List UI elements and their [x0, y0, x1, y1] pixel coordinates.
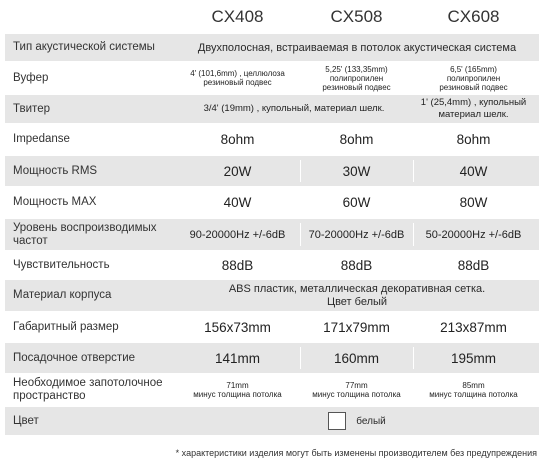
spec-row-sensitivity	[5, 250, 539, 280]
spec-label: Мощность MAX	[13, 196, 97, 208]
spec-label: Необходимое запотолочное пространство	[13, 377, 163, 402]
spec-value-cx408: 71mm минус толщина потолка	[193, 381, 282, 399]
spec-value-cx608: 213x87mm	[440, 319, 507, 335]
spec-label: Материал корпуса	[13, 289, 112, 301]
spec-value-cx608: 80W	[459, 195, 488, 210]
spec-value-cx408: 40W	[223, 195, 252, 210]
spec-label: Чувствительность	[13, 258, 110, 271]
spec-label: Габаритный размер	[13, 320, 119, 333]
spec-value-cx608: 50-20000Hz +/-6dB	[425, 228, 522, 241]
spec-value-cx408-cx508: 3/4' (19mm) , купольный, материал шелк.	[203, 103, 385, 114]
spec-value-cx408: 156x73mm	[204, 319, 271, 335]
footnote: * характеристики изделия могут быть изменены производителем без предупреждения	[175, 448, 537, 458]
model-header-cx408: CX408	[211, 7, 264, 26]
spec-value-cx508: 30W	[342, 163, 371, 179]
spec-value-cx408: 20W	[223, 163, 252, 179]
spec-value-cx508: 70-20000Hz +/-6dB	[308, 228, 405, 241]
spec-row-woofer	[5, 61, 539, 95]
spec-value-cx508: 171x79mm	[323, 319, 390, 335]
spec-label: Impedanse	[13, 133, 70, 145]
spec-value-cx608: 85mm минус толщина потолка	[429, 381, 518, 399]
spec-label: Посадочное отверстие	[13, 351, 136, 364]
spec-value-cx408: 141mm	[214, 350, 260, 366]
spec-value-cx508: 88dB	[340, 257, 373, 273]
spec-label: Вуфер	[13, 71, 49, 84]
model-header-cx608: CX608	[447, 7, 500, 26]
spec-value-cx608: 195mm	[450, 350, 496, 366]
spec-row-power-rms	[5, 156, 539, 186]
spec-value-cx508: 5,25' (133,35mm) полипропилен резиновый подвес	[322, 64, 391, 92]
spec-value-cx608: 40W	[459, 163, 488, 179]
spec-row-tweeter	[5, 95, 539, 123]
spec-value-cx608: 1' (25,4mm) , купольный материал шелк.	[420, 97, 527, 120]
spec-value-cx408: 88dB	[221, 257, 254, 273]
spec-value-cx508: 160mm	[333, 350, 379, 366]
spec-value-cx508: 77mm минус толщина потолка	[312, 381, 401, 399]
color-value-text: белый	[356, 415, 386, 427]
color-value	[175, 407, 539, 435]
model-header-cx508: CX508	[330, 7, 383, 26]
spec-row-impedance	[5, 123, 539, 156]
spec-label: Твитер	[13, 102, 50, 115]
spec-row-frequency-range	[5, 219, 539, 250]
spec-label: Цвет	[13, 414, 39, 427]
spec-row-speaker-type	[5, 34, 539, 61]
spec-row-color	[5, 407, 539, 435]
spec-row-power-max	[5, 186, 539, 219]
spec-row-dimensions	[5, 311, 539, 343]
spec-value-cx408: 8ohm	[220, 132, 255, 147]
color-swatch-white	[328, 412, 346, 430]
spec-value-cx508: 60W	[342, 195, 371, 210]
spec-value-cx608: 6,5' (165mm) полипропилен резиновый подвес	[439, 64, 508, 92]
spec-value-span: Двухполосная, встраиваемая в потолок акустическая система	[197, 41, 517, 54]
spec-label: Мощность RMS	[13, 164, 98, 177]
spec-value-cx608: 8ohm	[456, 132, 491, 147]
spec-label: Тип акустической системы	[13, 41, 155, 53]
spec-label: Уровень воспроизводимых частот	[13, 221, 157, 247]
spec-row-housing-material	[5, 280, 539, 311]
spec-row-mounting-hole	[5, 343, 539, 373]
spec-value-cx508: 8ohm	[339, 132, 374, 147]
spec-row-ceiling-space	[5, 373, 539, 407]
spec-value-span: ABS пластик, металлическая декоративная сетка. Цвет белый	[228, 282, 486, 308]
spec-value-cx608: 88dB	[457, 257, 490, 273]
spec-value-cx408: 4' (101,6mm) , целлюлоза резиновый подвес	[190, 69, 285, 87]
spec-value-cx408: 90-20000Hz +/-6dB	[189, 228, 286, 241]
